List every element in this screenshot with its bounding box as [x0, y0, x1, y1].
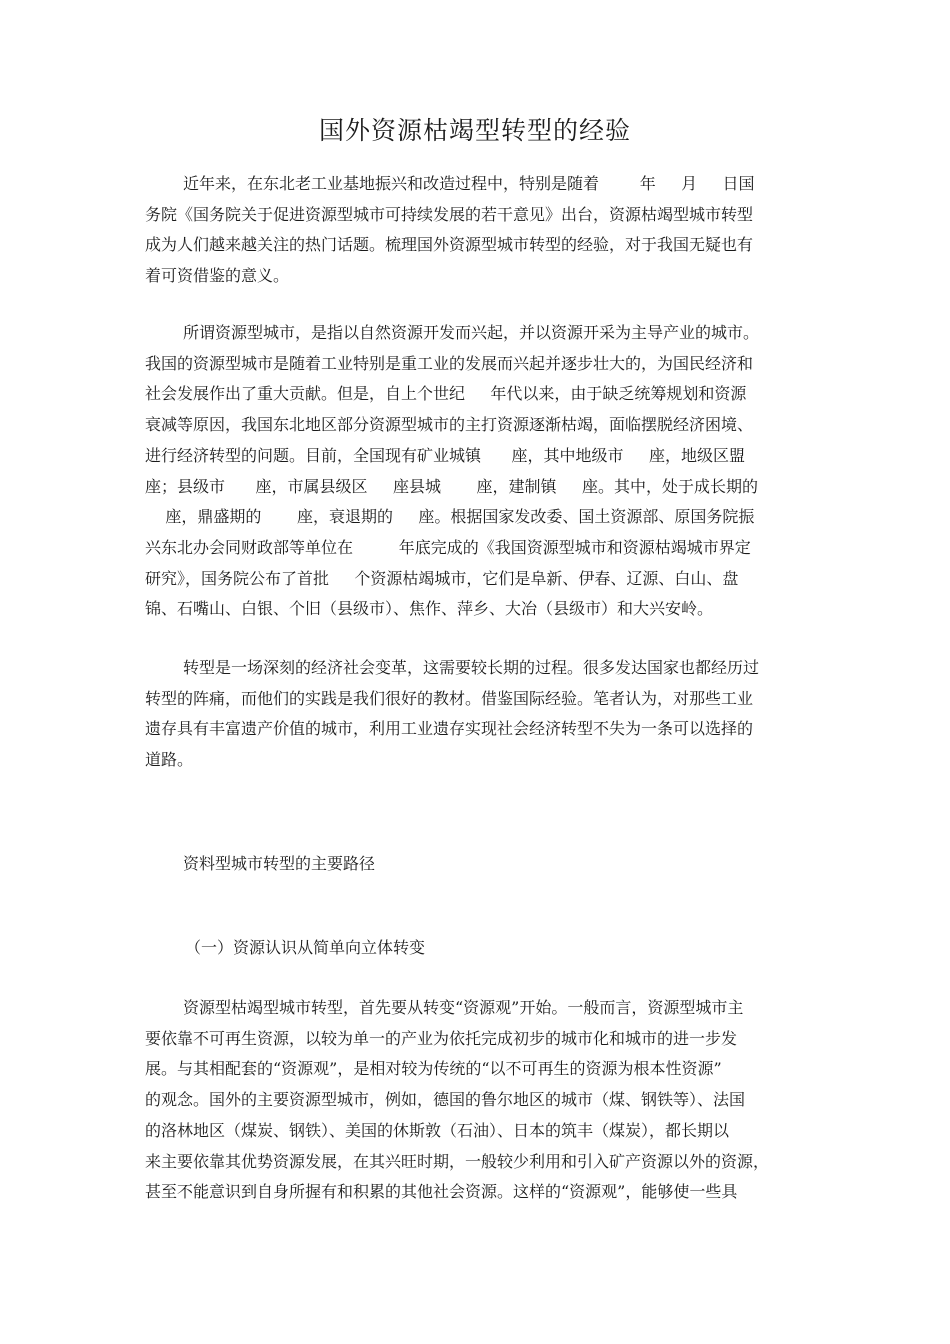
paragraph-line: 座，鼎盛期的 座，衰退期的 座。根据国家发改委、国土资源部、原国务院振 — [145, 507, 755, 527]
paragraph-line: 锦、石嘴山、白银、个旧（县级市）、焦作、萍乡、大冶（县级市）和大兴安岭。 — [145, 599, 714, 619]
paragraph-intro — [145, 169, 810, 292]
paragraph-line: 转型的阵痛，而他们的实践是我们很好的教材。借鉴国际经验。笔者认为，对那些工业 — [145, 688, 754, 708]
paragraph-line: 进行经济转型的问题。目前，全国现有矿业城镇 座，其中地级市 座，地级区盟 — [145, 445, 745, 465]
paragraph-line: 甚至不能意识到自身所握有和积累的其他社会资源。这样的“资源观”，能够使一些具 — [145, 1182, 738, 1202]
paragraph-line: 要依靠不可再生资源，以较为单一的产业为依托完成初步的城市化和城市的进一步发 — [145, 1028, 738, 1048]
paragraph-line: 道路。 — [145, 750, 194, 770]
paragraph-line: 的洛林地区（煤炭、钢铁）、美国的休斯敦（石油）、日本的筑丰（煤炭），都长期以 — [145, 1120, 730, 1140]
paragraph-line: 衰减等原因，我国东北地区部分资源型城市的主打资源逐渐枯竭，面临摆脱经济困境、 — [145, 415, 754, 435]
paragraph-line: 遗存具有丰富遗产价值的城市，利用工业遗存实现社会经济转型不失为一条可以选择的 — [145, 719, 754, 739]
paragraph-transformation — [145, 653, 810, 776]
paragraph-line: 研究》，国务院公布了首批 个资源枯竭城市，它们是阜新、伊春、辽源、白山、盘 — [145, 568, 739, 588]
paragraph-line: 兴东北办会同财政部等单位在 年底完成的《我国资源型城市和资源枯竭城市界定 — [145, 537, 751, 557]
subsection-heading: （一）资源认识从简单向立体转变 — [185, 938, 426, 957]
paragraph-resource-view — [145, 993, 810, 1208]
paragraph-line: 近年来，在东北老工业基地振兴和改造过程中，特别是随着 年 月 日国 — [183, 174, 755, 193]
paragraph-definition — [145, 318, 810, 625]
paragraph-line: 来主要依靠其优势资源发展，在其兴旺时期，一般较少利用和引入矿产资源以外的资源， — [145, 1151, 770, 1171]
paragraph-line: 务院《国务院关于促进资源型城市可持续发展的若干意见》出台，资源枯竭型城市转型 — [145, 204, 754, 224]
paragraph-line: 成为人们越来越关注的热门话题。梳理国外资源型城市转型的经验，对于我国无疑也有 — [145, 235, 754, 255]
paragraph-line: 的观念。国外的主要资源型城市，例如，德国的鲁尔地区的城市（煤、钢铁等）、法国 — [145, 1090, 746, 1110]
paragraph-line: 资源型枯竭型城市转型，首先要从转变“资源观”开始。一般而言，资源型城市主 — [183, 998, 744, 1017]
paragraph-line: 我国的资源型城市是随着工业特别是重工业的发展而兴起并逐步壮大的，为国民经济和 — [145, 353, 754, 373]
document-title: 国外资源枯竭型转型的经验 — [318, 116, 631, 145]
paragraph-line: 转型是一场深刻的经济社会变革，这需要较长期的过程。很多发达国家也都经历过 — [183, 658, 760, 677]
paragraph-line: 着可资借鉴的意义。 — [145, 266, 290, 286]
paragraph-line: 展。与其相配套的“资源观”，是相对较为传统的“以不可再生的资源为根本性资源” — [145, 1059, 722, 1079]
paragraph-line: 座；县级市 座，市属县级区 座县城 座，建制镇 座。其中，处于成长期的 — [145, 476, 758, 496]
paragraph-line: 所谓资源型城市，是指以自然资源开发而兴起，并以资源开采为主导产业的城市。 — [183, 323, 760, 342]
paragraph-line: 社会发展作出了重大贡献。但是，自上个世纪 年代以来，由于缺乏统筹规划和资源 — [145, 384, 747, 404]
section-heading: 资料型城市转型的主要路径 — [183, 854, 376, 873]
